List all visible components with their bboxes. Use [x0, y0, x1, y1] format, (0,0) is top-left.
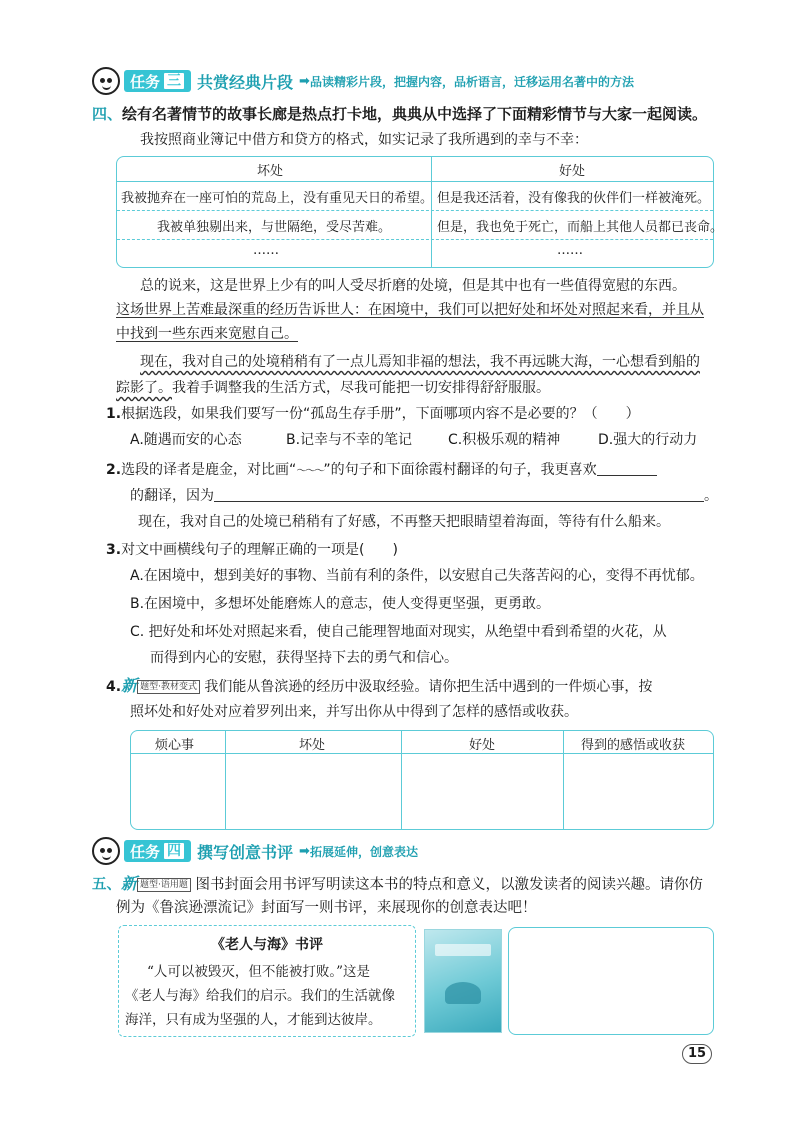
answer-blank[interactable] — [214, 487, 704, 502]
table-header-good: 好处 — [559, 164, 586, 179]
sub-question-text: 我们能从鲁滨逊的经历中汲取经验。请你把生活中遇到的一件烦心事，按 — [204, 679, 653, 695]
question-type-tag: 题型·语用题 — [137, 878, 191, 892]
book-cover-image — [424, 929, 502, 1033]
sub-question-number: 4. — [106, 679, 122, 695]
new-badge: 新 — [121, 874, 138, 893]
question-text: 绘有名著情节的故事长廊是热点打卡地，典典从中选择了下面精彩情节与大家一起阅读。 — [122, 105, 708, 123]
review-text: 海洋，只有成为坚强的人，才能到达彼岸。 — [125, 1012, 382, 1028]
translation-quote: 现在，我对自己的处境已稍稍有了好感，不再整天把眼睛望着海面，等待有什么船来。 — [138, 514, 670, 530]
arrow-right-icon: ➡ — [299, 843, 310, 859]
option-b: B.记幸与不幸的笔记 — [286, 432, 413, 448]
excerpt-paragraph: 总的说来，这是世界上少有的叫人受尽折磨的处境，但是其中也有一些值得宽慰的东西。 — [140, 278, 686, 294]
option-c: C. 把好处和坏处对照起来看，使自己能理智地面对现实，从绝望中看到希望的火花，从 — [130, 624, 667, 640]
mascot-icon — [92, 67, 120, 95]
sub-question-text: 照坏处和好处对应着罗列出来，并写出你从中得到了怎样的感悟或收获。 — [130, 704, 578, 720]
question-text: 图书封面会用书评写明读这本书的特点和意义，以激发读者的阅读兴趣。请你仿 — [195, 877, 703, 893]
wavy-sentence: 现在，我对自己的处境稍稍有了一点儿焉知非福的想法，我不再远眺大海，一心想看到船的 — [140, 354, 700, 370]
review-text: “人可以被毁灭，但不能被打败。”这是 — [147, 964, 371, 980]
table-header: 烦心事 — [155, 738, 195, 753]
sub-question-text: 的翻译，因为 — [130, 488, 214, 504]
excerpt-paragraph — [116, 378, 550, 398]
table-cell: 我被单独剔出来，与世隔绝，受尽苦难。 — [157, 220, 392, 235]
sub-question-2-line2 — [130, 486, 718, 506]
task-title: 共赏经典片段 — [197, 72, 294, 92]
table-cell: …… — [557, 243, 583, 258]
sub-question-number: 1. — [106, 406, 122, 422]
task-title: 撰写创意书评 — [197, 842, 294, 862]
question-type-tag: 题型·教材变式 — [137, 680, 200, 694]
sample-review-box — [118, 925, 416, 1037]
page-number: 15 — [682, 1044, 712, 1064]
table-header: 好处 — [469, 738, 496, 753]
task-banner-4 — [92, 838, 418, 864]
option-c-continued: 而得到内心的安慰，获得坚持下去的勇气和信心。 — [150, 650, 458, 666]
punctuation: 。 — [704, 488, 718, 504]
sub-question-4 — [106, 676, 652, 697]
task-subtitle: 拓展延伸，创意表达 — [309, 844, 418, 859]
sub-question-1 — [106, 404, 640, 424]
task-tag — [124, 840, 191, 862]
sub-question-number: 2. — [106, 462, 122, 478]
sub-question-number: 3. — [106, 542, 122, 558]
task-label: 任务 — [130, 842, 161, 861]
sub-question-text: 对文中画横线句子的理解正确的一项是( ) — [121, 542, 398, 558]
excerpt-text: 我着手调整我的生活方式，尽我可能把一切安排得舒舒服服。 — [172, 380, 550, 396]
question-text: 例为《鲁滨逊漂流记》封面写一则书评，来展现你的创意表达吧！ — [116, 900, 537, 916]
question-4-prompt — [92, 104, 707, 124]
table-cell: 但是我还活着，没有像我的伙伴们一样被淹死。 — [437, 191, 711, 206]
worry-answer-table[interactable] — [130, 730, 714, 830]
wavy-mark-icon: ～～～ — [296, 464, 324, 477]
good-bad-table — [116, 156, 724, 268]
question-number: 五、 — [92, 877, 121, 893]
wavy-sentence: 踪影了。 — [116, 380, 172, 396]
task-number: 三 — [163, 72, 185, 90]
new-badge: 新 — [121, 676, 138, 695]
review-answer-box[interactable] — [508, 927, 714, 1035]
option-a: A.随遇而安的心态 — [130, 432, 242, 448]
review-text: 《老人与海》给我们的启示。我们的生活就像 — [125, 988, 395, 1004]
sub-question-2 — [106, 460, 657, 481]
table-cell: …… — [253, 243, 279, 258]
question-number: 四、 — [92, 105, 123, 123]
mascot-icon — [92, 837, 120, 865]
task-number: 四 — [163, 842, 185, 860]
sub-question-text: 根据选段，如果我们要写一份“孤岛生存手册”，下面哪项内容不是必要的？（ ） — [121, 406, 640, 422]
sub-question-text: ”的句子和下面徐霞村翻译的句子，我更喜欢 — [323, 462, 597, 478]
table-header-bad: 坏处 — [257, 164, 284, 179]
sub-question-text: 选段的译者是鹿金，对比画“ — [121, 462, 297, 478]
task-tag — [124, 70, 191, 92]
option-c: C.积极乐观的精神 — [448, 432, 561, 448]
option-a: A.在困境中，想到美好的事物、当前有利的条件，以安慰自己失落苦闷的心，变得不再忧郁。 — [130, 568, 704, 584]
review-title: 《老人与海》书评 — [211, 937, 323, 953]
option-d: D.强大的行动力 — [598, 432, 698, 448]
task-banner-3 — [92, 68, 634, 94]
option-b: B.在困境中，多想坏处能磨炼人的意志，使人变得更坚强，更勇敢。 — [130, 596, 551, 612]
underlined-sentence: 这场世界上苦难最深重的经历告诉世人：在困境中，我们可以把好处和坏处对照起来看，并且从 — [116, 302, 704, 318]
table-header: 得到的感悟或收获 — [581, 738, 686, 753]
table-header: 坏处 — [299, 738, 326, 753]
question-5-prompt — [92, 874, 703, 895]
table-cell: 我被抛弃在一座可怕的荒岛上，没有重见天日的希望。 — [121, 191, 434, 206]
underlined-sentence: 中找到一些东西来宽慰自己。 — [116, 326, 298, 342]
task-subtitle: 品读精彩片段，把握内容，品析语言，迁移运用名著中的方法 — [309, 74, 634, 89]
excerpt-intro: 我按照商业簿记中借方和贷方的格式，如实记录了我所遇到的幸与不幸： — [140, 132, 588, 148]
arrow-right-icon: ➡ — [299, 73, 310, 89]
answer-blank[interactable] — [597, 461, 657, 476]
table-cell: 但是，我也免于死亡，而船上其他人员都已丧命。 — [437, 220, 724, 235]
sub-question-3 — [106, 540, 398, 560]
task-label: 任务 — [130, 72, 161, 91]
